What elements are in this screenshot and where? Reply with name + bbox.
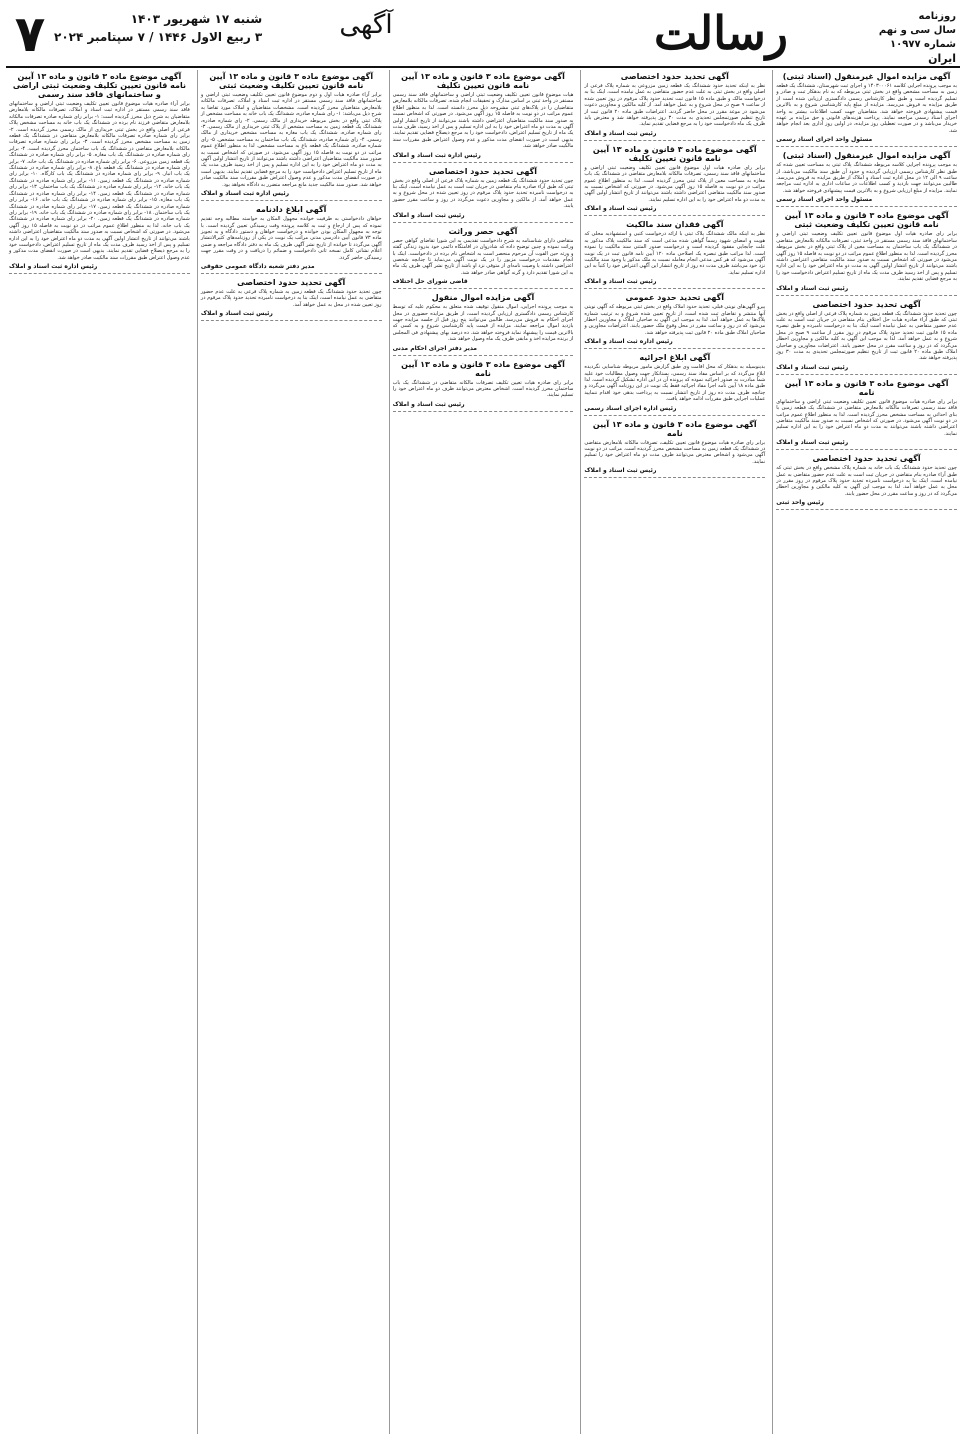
newspaper-logo: رسالت — [654, 6, 788, 60]
notice-body: چون تحدید حدود ششدانگ یک باب خانه به شماره پلاک مشخص واقع در بخش ثبتی که طبق آراء صادره بنام متقاضی در جریان ثبت است به علت عدم حضور متقاضی به عمل نیامده است، اینک بنا به درخواست نامبرده تحدید حدود پلاک مرقوم در روز مقرر در محل به عمل خواهد آمد. لذا به موجب این آگهی به کلیه مالکین و مجاورین اخطار می‌گردد که در روز و ساعت مقرر در محل حضور یابند. — [776, 465, 957, 497]
notice-body: پیرو آگهی‌های نوبتی قبلی، تحدید حدود املاک واقع در بخش ثبتی مربوطه که آگهی نوبتی آنها منتشر و تقاضای ثبت شده است، از تاریخ تعیین شده شروع و به ترتیب شماره پلاک‌ها به عمل خواهد آمد. لذا به موجب این آگهی به صاحبان املاک و مجاورین اخطار می‌شود که در روز و ساعت مقرر در محل وقوع ملک حضور یابند. اعتراضات مجاورین و صاحبان املاک طبق ماده ۲۰ قانون ثبت پذیرفته خواهد شد. — [584, 304, 766, 336]
notice-title: آگهی تحدید حدود عمومی — [625, 293, 725, 303]
legal-notice — [393, 360, 574, 412]
legal-notice — [776, 454, 957, 510]
issue-line-1: روزنامه — [918, 11, 956, 22]
legal-notice — [393, 293, 574, 355]
notice-signature: رئیس ثبت اسناد و املاک — [584, 467, 657, 475]
date-persian: شنبه ۱۷ شهریور ۱۴۰۳ — [130, 12, 263, 26]
legal-notice — [393, 72, 574, 163]
notice-body: به موجب پرونده اجرایی، اموال منقول توقیف شده متعلق به محکوم علیه که توسط کارشناس رسمی دادگستری ارزیابی گردیده است، از طریق مزایده حضوری در محل اجرای احکام به فروش می‌رسد. طالبین می‌توانند پنج روز قبل از جلسه مزایده جهت بازدید اموال مراجعه نمایند. مزایده از قیمت پایه کارشناسی شروع و به کسی که بالاترین قیمت را پیشنهاد نماید فروخته خواهد شد. ده درصد بهای پیشنهادی فی المجلس از برنده مزایده اخذ و مابقی ظرف یک ماه وصول خواهد شد. — [392, 304, 574, 343]
notice-title: آگهی تحدید حدود اختصاصی — [237, 277, 346, 287]
legal-notice — [584, 220, 765, 289]
notice-title: آگهی ابلاغ اجرائیه — [639, 353, 711, 363]
notice-body: نظر به اینکه تحدید حدود ششدانگ یک قطعه زمین مزروعی به شماره پلاک فرعی از اصلی واقع در بخش ثبتی به علت عدم حضور متقاضی به عمل نیامده است، اینک بنا به درخواست مالک و طبق ماده ۱۵ قانون ثبت تحدید حدود پلاک مرقوم در روز تعیین شده از ساعت ۹ صبح در محل شروع و به عمل خواهد آمد. از کلیه مالکین و مجاورین دعوت می‌شود در موعد مقرر در محل حاضر گردند. اعتراضات طبق ماده ۲۰ قانون ثبت از تاریخ تنظیم صورتمجلس تحدیدی به مدت ۳۰ روز پذیرفته خواهد شد و معترض باید ظرف یک ماه دادخواست خود را به مرجع قضایی تقدیم نماید. — [584, 83, 766, 128]
legal-notice — [9, 72, 190, 274]
notice-title: آگهی موضوع ماده ۳ قانون و ماده ۱۳ آیین نامه قانون تعیین تکلیف وضعیت ثبتی — [784, 211, 949, 230]
legal-notice — [776, 211, 957, 295]
legal-notice — [201, 205, 382, 274]
notice-body: خواهان دادخواستی به طرفیت خوانده مجهول المکان به خواسته مطالبه وجه تقدیم نموده که پس از ارجاع و ثبت به کلاسه پرونده وقت رسیدگی تعیین گردیده است. با توجه به مجهول المکان بودن خوانده و درخواست خواهان و دستور دادگاه و به تجویز ماده ۷۳ قانون آیین دادرسی مدنی مراتب یک نوبت در یکی از روزنامه‌های کثیرالانتشار آگهی می‌گردد تا خوانده از تاریخ نشر آگهی ظرف یک ماه به دفتر دادگاه مراجعه و ضمن اعلام نشانی کامل نسخه ثانی دادخواست و ضمائم را دریافت و در وقت مقرر جهت رسیدگی حاضر گردد. — [200, 216, 382, 261]
notice-signature: رئیس ثبت اسناد و املاک — [392, 211, 465, 219]
column-2 — [580, 70, 768, 1434]
legal-notice — [584, 293, 765, 349]
notice-body: چون تحدید حدود ششدانگ یک قطعه زمین به شماره پلاک فرعی از اصلی واقع در بخش ثبتی که طبق آراء صادره هیات حل اختلاف بنام متقاضی در جریان ثبت است به علت عدم حضور متقاضی به عمل نیامده است اینک بنا به درخواست نامبرده و طبق تبصره ماده ۱۵ قانون ثبت تحدید حدود پلاک مرقوم در روز مقرر از ساعت ۹ صبح در محل شروع و به عمل خواهد آمد. لذا به موجب این آگهی به کلیه مالکین و مجاورین اخطار می‌گردد که در روز و ساعت مقرر در محل حضور یابند. اعتراضات مجاورین و صاحبان املاک طبق ماده ۲۰ قانون ثبت از تاریخ تنظیم صورتمجلس تحدیدی به مدت ۳۰ روز پذیرفته خواهد شد. — [776, 310, 958, 362]
legal-notice — [201, 278, 382, 321]
notice-body: برابر رای صادره هیات موضوع قانون تعیین تکلیف، تصرفات مالکانه بلامعارض متقاضی در ششدانگ یک قطعه زمین به مساحت مشخص محرز گردیده است. مراتب در دو نوبت آگهی می‌شود و اشخاص معترض می‌توانند ظرف مدت دو ماه اعتراض خود را تسلیم نمایند. — [584, 439, 766, 465]
column-4 — [197, 70, 385, 1434]
notice-body: هیات موضوع قانون تعیین تکلیف وضعیت ثبتی اراضی و ساختمانهای فاقد سند رسمی مستقر در واحد ثبتی بر اساس مدارک و تحقیقات انجام شده، تصرفات مالکانه بلامعارض متقاضیان را در پلاک‌های ثبتی مشروحه ذیل محرز دانسته است. لذا به منظور اطلاع عموم مراتب در دو نوبت به فاصله ۱۵ روز آگهی می‌شود. در صورتی که اشخاص نسبت به صدور سند مالکیت متقاضیان اعتراضی داشته باشند می‌توانند از تاریخ انتشار اولین آگهی به مدت دو ماه اعتراض خود را به این اداره تسلیم و پس از اخذ رسید، ظرف مدت یک ماه از تاریخ تسلیم اعتراض، دادخواست خود را به مرجع ذیصلاح قضایی تقدیم نمایند. بدیهی است در صورت انقضای مدت مذکور و عدم وصول اعتراض طبق مقررات سند مالکیت صادر خواهد شد. — [392, 92, 574, 150]
notice-signature: مدیر دفتر شعبه دادگاه عمومی حقوقی — [200, 262, 315, 270]
legal-notice — [584, 72, 765, 141]
legal-notice — [776, 300, 957, 375]
notice-title: آگهی تحدید حدود اختصاصی — [812, 454, 921, 464]
notice-body: برابر رای صادره هیات موضوع قانون تعیین تکلیف وضعیت ثبتی اراضی و ساختمانهای فاقد سند رسمی تصرفات مالکانه بلامعارض متقاضی در ششدانگ یک قطعه زمین با بنای احداثی به مساحت مشخص محرز گردیده است. لذا به منظور اطلاع عموم مراتب در دو نوبت آگهی می‌شود. در صورتی که اشخاص نسبت به صدور سند مالکیت متقاضی اعتراضی داشته باشند می‌توانند به مدت دو ماه اعتراض خود را به این اداره تسلیم نمایند. — [776, 398, 957, 437]
notice-signature: رئیس واحد ثبتی — [776, 499, 824, 507]
notice-title: آگهی حصر وراثت — [448, 226, 518, 236]
notice-body: بدینوسیله به بدهکار که محل اقامت وی طبق گزارش مامور مربوطه شناسایی نگردیده ابلاغ می‌گردد که بر اساس مفاد سند رسمی، بستانکار جهت وصول مطالبات خود علیه شما مبادرت به صدور اجرائیه نموده که پرونده آن در این اداره تشکیل گردیده است. لذا طبق ماده ۱۸ آیین نامه اجرا مفاد اجرائیه فقط یک نوبت در این روزنامه آگهی می‌گردد و چنانچه ظرف مدت ده روز از تاریخ انتشار نسبت به پرداخت بدهی خود اقدام ننمایید عملیات اجرایی طبق مقررات ادامه خواهد یافت. — [584, 364, 766, 403]
legal-notice — [584, 145, 765, 216]
notice-title: آگهی فقدان سند مالکیت — [626, 220, 724, 230]
notice-signature: مسئول واحد اجرای اسناد رسمی — [776, 136, 873, 144]
legal-notice — [776, 151, 957, 207]
notice-body: برابر رای صادره هیات اول موضوع قانون تعیین تکلیف وضعیت ثبتی اراضی و ساختمانهای فاقد سند رسمی، تصرفات مالکانه بلامعارض متقاضی در ششدانگ یک باب مغازه به مساحت معین از پلاک ثبتی محرز گردیده است. لذا به منظور اطلاع عموم مراتب در دو نوبت به فاصله ۱۵ روز آگهی می‌شود. در صورتی که اشخاص نسبت به صدور سند مالکیت متقاضی اعتراضی داشته باشند می‌توانند از تاریخ انتشار اولین آگهی به مدت دو ماه اعتراض خود را به این اداره تسلیم نمایند. — [584, 164, 766, 203]
notice-signature: رئیس اداره ثبت اسناد و املاک — [9, 263, 98, 271]
site-mark: ایران — [928, 52, 956, 65]
masthead — [6, 4, 960, 68]
notice-body: چون تحدید حدود ششدانگ یک قطعه زمین به شماره پلاک فرعی به علت عدم حضور متقاضی به عمل نیامده است، اینک بنا به درخواست نامبرده تحدید حدود پلاک مرقوم در روز تعیین شده در محل به عمل خواهد آمد. — [200, 288, 382, 308]
notice-title: آگهی موضوع ماده ۳ قانون و ماده ۱۳ آیین نامه قانون تعیین تکلیف — [592, 144, 757, 163]
notice-title: آگهی مزایده اموال غیرمنقول (اسناد ثبتی) — [782, 151, 951, 161]
notice-signature: مدیر دفتر اجرای احکام مدنی — [392, 344, 478, 352]
notice-title: آگهی موضوع ماده ۳ قانون و ماده ۱۳ آیین نامه قانون تعیین تکلیف — [401, 72, 565, 90]
notice-title: آگهی تحدید حدود اختصاصی — [812, 299, 921, 309]
notice-body: چون تحدید حدود ششدانگ یک قطعه زمین به شماره پلاک فرعی از اصلی واقع در بخش ثبتی که طبق آراء صادره بنام متقاضی در جریان ثبت است به عمل نیامده است، اینک بنا به درخواست نامبرده تحدید حدود پلاک مرقوم در روز تعیین شده در محل شروع و به عمل خواهد آمد. از مالکین و مجاورین دعوت می‌گردد در روز و ساعت مقرر حضور یابند. — [392, 177, 574, 210]
date-secondary: ۳ ربیع الاول ۱۴۴۶ / ۷ سپتامبر ۲۰۲۴ — [54, 30, 263, 44]
notice-body: برابر آراء صادره هیات اول و دوم موضوع قانون تعیین تکلیف وضعیت ثبتی اراضی و ساختمانهای فاقد سند رسمی مستقر در اداره ثبت اسناد و املاک، تصرفات مالکانه بلامعارض متقاضیان محرز گردیده است. مشخصات متقاضیان و املاک مورد تقاضا به شرح ذیل می‌باشد: ۱- رای شماره صادره، ششدانگ یک باب خانه به مساحت مشخص از پلاک ثبتی واقع در بخش مربوطه خریداری از مالک رسمی. ۲- رای شماره صادره، ششدانگ یک قطعه زمین به مساحت مشخص از پلاک ثبتی خریداری از مالک رسمی. ۳- رای شماره صادره، ششدانگ یک باب مغازه به مساحت مشخص خریداری از مالک رسمی. ۴- رای شماره صادره، ششدانگ یک باب ساختمان به مساحت مشخص. ۵- رای شماره صادره، ششدانگ یک قطعه باغ به مساحت مشخص. لذا به منظور اطلاع عموم مراتب در دو نوبت به فاصله ۱۵ روز آگهی می‌شود. در صورتی که اشخاص نسبت به صدور سند مالکیت متقاضیان اعتراضی داشته باشند می‌توانند از تاریخ انتشار اولین آگهی به مدت دو ماه اعتراض خود را به این اداره تسلیم و پس از اخذ رسید ظرف مدت یک ماه از تاریخ تسلیم اعتراض دادخواست خود را به مرجع قضایی تقدیم نمایند. بدیهی است در صورت انقضای مدت مذکور و عدم وصول اعتراض طبق مقررات سند مالکیت صادر خواهد شد. صدور سند مالکیت جدید مانع مراجعه متضرر به دادگاه نخواهد بود. — [200, 92, 382, 188]
notice-title: آگهی موضوع ماده ۳ قانون و ماده ۱۳ آیین نامه — [784, 378, 949, 397]
notice-body: به موجب پرونده اجرایی کلاسه مربوطه ششدانگ پلاک ثبتی به مساحت تعیین شده که طبق نظر کارشناس رسمی ارزیابی گردیده و حدود آن طبق سند مالکیت می‌باشد، از ساعت ۹ الی ۱۲ در محل اداره ثبت اسناد و املاک از طریق مزایده به فروش می‌رسد. طالبین می‌توانند جهت بازدید و کسب اطلاعات در ساعات اداری به اداره ثبت مراجعه نمایند. مزایده از مبلغ ارزیابی شروع و به بالاترین قیمت پیشنهادی فروخته خواهد شد. — [776, 162, 957, 194]
section-title: آگهی — [339, 10, 393, 40]
notice-signature: قاضی شورای حل اختلاف — [392, 278, 468, 286]
notice-signature: رئیس اداره ثبت اسناد و املاک — [584, 338, 673, 346]
issue-info — [879, 10, 956, 66]
column-3 — [389, 70, 577, 1434]
column-1 — [772, 70, 960, 1434]
notice-signature: رئیس اداره ثبت اسناد و املاک — [200, 190, 290, 198]
date-block — [54, 12, 262, 48]
notice-title: آگهی موضوع ماده ۳ قانون و ماده ۱۳ آیین نامه قانون تعیین تکلیف وضعیت ثبتی اراضی و ساختمانهای فاقد سند رسمی — [12, 72, 186, 99]
notice-title: آگهی ابلاغ دادنامه — [256, 205, 327, 215]
legal-notice — [584, 353, 765, 415]
issue-line-3: شماره ۱۰۹۷۷ — [890, 39, 956, 50]
notice-signature: رئیس اداره اجرای اسناد رسمی — [584, 404, 677, 412]
notice-signature: رئیس اداره ثبت اسناد و املاک — [392, 151, 481, 159]
legal-notice — [201, 72, 382, 201]
notice-title: آگهی مزایده اموال غیرمنقول (اسناد ثبتی) — [782, 72, 951, 81]
notice-body: برابر آراء صادره هیات موضوع قانون تعیین تکلیف وضعیت ثبتی اراضی و ساختمانهای فاقد سند رسمی مستقر در اداره ثبت اسناد و املاک، تصرفات مالکانه بلامعارض متقاضیان به شرح ذیل محرز گردیده است: ۱- برابر رای شماره صادره تصرفات مالکانه بلامعارض متقاضی فرزند نام برده در ششدانگ یک باب خانه به مساحت مشخص پلاک فرعی از اصلی واقع در بخش ثبتی خریداری از مالک رسمی محرز گردیده است. ۲- برابر رای شماره صادره تصرفات مالکانه بلامعارض متقاضی در ششدانگ یک قطعه زمین به مساحت مشخص محرز گردیده است. ۳- برابر رای شماره صادره تصرفات مالکانه بلامعارض متقاضی در ششدانگ یک باب ساختمان محرز گردیده است. ۴- برابر رای شماره صادره در ششدانگ یک باب مغازه. ۵- برابر رای شماره صادره در ششدانگ یک قطعه زمین مزروعی. ۶- برابر رای شماره صادره در ششدانگ یک باب خانه. ۷- برابر رای شماره صادره در ششدانگ یک قطعه باغ. ۸- برابر رای شماره صادره در ششدانگ یک باب انبار. ۹- برابر رای شماره صادره در ششدانگ یک باب کارگاه. ۱۰- برابر رای شماره صادره در ششدانگ یک قطعه زمین. ۱۱- برابر رای شماره صادره در ششدانگ یک باب خانه. ۱۲- برابر رای شماره صادره در ششدانگ یک باب ساختمان. ۱۳- برابر رای شماره صادره در ششدانگ یک قطعه زمین. ۱۴- برابر رای شماره صادره در ششدانگ یک باب مغازه. ۱۵- برابر رای شماره صادره در ششدانگ یک باب خانه. ۱۶- برابر رای شماره صادره در ششدانگ یک قطعه زمین. ۱۷- برابر رای شماره صادره در ششدانگ یک باب ساختمان. ۱۸- برابر رای شماره صادره در ششدانگ یک باب خانه. ۱۹- برابر رای شماره صادره در ششدانگ یک قطعه زمین. ۲۰- برابر رای شماره صادره در ششدانگ یک باب خانه. لذا به منظور اطلاع عموم مراتب در دو نوبت به فاصله ۱۵ روز آگهی می‌شود. در صورتی که اشخاص نسبت به صدور سند مالکیت متقاضیان اعتراضی داشته باشند می‌توانند از تاریخ انتشار اولین آگهی به مدت دو ماه اعتراض خود را به این اداره تسلیم و پس از اخذ رسید ظرف مدت یک ماه از تاریخ تسلیم اعتراض، دادخواست خود را به مرجع ذیصلاح قضایی تقدیم نمایند. بدیهی است در صورت انقضای مدت مذکور و عدم وصول اعتراض طبق مقررات سند مالکیت صادر خواهد شد. — [9, 101, 190, 261]
ad-columns — [6, 70, 960, 1434]
notice-body: متقاضی دارای شناسنامه به شرح دادخواست تقدیمی به این شورا تقاضای گواهی حصر وراثت نموده و چنین توضیح داده که شادروان در اقامتگاه دائمی خود بدرود زندگی گفته و ورثه حین الفوت آن مرحوم منحصر است به اشخاص نام برده در دادخواست. اینک با انجام مقدمات درخواست مزبور را در یک نوبت آگهی می‌نماید تا چنانچه شخصی اعتراضی داشته یا وصیت نامه‌ای از متوفی نزد او باشد از تاریخ نشر آگهی ظرف یک ماه به این شورا تقدیم دارد و گرنه گواهی صادر خواهد شد. — [392, 237, 574, 276]
notice-signature: رئیس ثبت اسناد و املاک — [392, 400, 465, 408]
notice-title: آگهی موضوع ماده ۳ قانون و ماده ۱۳ آیین نامه — [592, 419, 757, 438]
column-5 — [6, 70, 193, 1434]
notice-body: نظر به اینکه مالک ششدانگ پلاک ثبتی با ارائه درخواست کتبی و استشهادیه محلی که هویت و امضای شهود رسماً گواهی شده مدعی است که سند مالکیت پلاک مذکور به علت جابجایی مفقود گردیده است و درخواست صدور المثنی سند مالکیت را نموده است. لذا مراتب طبق تبصره یک اصلاحی ماده ۱۲۰ آیین نامه قانون ثبت در یک نوبت آگهی می‌شود که هر کس مدعی انجام معامله نسبت به ملک مذکور یا وجود سند مالکیت نزد خود می‌باشد ظرف مدت ده روز از تاریخ انتشار این آگهی اعتراض خود را کتباً به این اداره تسلیم نماید. — [584, 231, 766, 276]
notice-signature: رئیس ثبت اسناد و املاک — [776, 284, 849, 292]
notice-body: برابر رای صادره هیات تعیین تکلیف تصرفات مالکانه متقاضی در ششدانگ یک باب ساختمان محرز گردیده است. اشخاص معترض می‌توانند ظرف دو ماه اعتراض خود را تسلیم نمایند. — [392, 379, 574, 399]
notice-signature: رئیس ثبت اسناد و املاک — [776, 363, 849, 371]
notice-signature: رئیس ثبت اسناد و املاک — [584, 278, 657, 286]
notice-body: برابر رای صادره هیات اول موضوع قانون تعیین تکلیف وضعیت ثبتی اراضی و ساختمانهای فاقد سند رسمی مستقر در واحد ثبتی، تصرفات مالکانه بلامعارض متقاضی در ششدانگ یک باب ساختمان به مساحت معین از پلاک ثبتی واقع در بخش مربوطه محرز گردیده است. لذا به منظور اطلاع عموم مراتب در دو نوبت به فاصله ۱۵ روز آگهی می‌شود در صورتی که اشخاص نسبت به صدور سند مالکیت متقاضی اعتراضی داشته باشند می‌توانند از تاریخ انتشار اولین آگهی به مدت دو ماه اعتراض خود را به این اداره تسلیم و پس از اخذ رسید ظرف مدت یک ماه از تاریخ تسلیم اعتراض دادخواست خود را به مرجع قضایی تقدیم نمایند. — [776, 231, 957, 283]
notice-signature: رئیس ثبت اسناد و املاک — [200, 310, 273, 318]
legal-notice — [776, 72, 957, 147]
notice-signature: مسئول واحد اجرای اسناد رسمی — [776, 196, 873, 204]
legal-notice — [584, 420, 765, 479]
notice-title: آگهی تحدید حدود اختصاصی — [620, 72, 729, 81]
legal-notice — [776, 379, 957, 450]
notice-body: به موجب پرونده اجرایی کلاسه ۱۴۰۳۰۰۰۶۱ و اجرای ثبت شهرستان، ششدانگ یک قطعه زمین به مساحت مشخص واقع در بخش ثبتی مربوطه که به نام بدهکار ثبت و صادر و تسلیم گردیده است و طبق نظر کارشناس رسمی دادگستری ارزیابی شده است از طریق مزایده به فروش می‌رسد. مزایده از مبلغ پایه کارشناسی شروع و به بالاترین قیمت پیشنهادی فروخته خواهد شد. متقاضیان جهت کسب اطلاعات بیشتر به واحد اجرای اسناد رسمی مراجعه نمایند. پرداخت هزینه‌های قانونی و حق مزایده بر عهده خریدار می‌باشد و در صورت تعطیلی روز مزایده، در اولین روز اداری بعد انجام خواهد شد. — [776, 83, 957, 134]
issue-line-2: سال سی و نهم — [878, 25, 956, 36]
notice-title: آگهی موضوع ماده ۳ قانون و ماده ۱۳ آیین نامه قانون تعیین تکلیف وضعیت ثبتی — [209, 72, 374, 90]
notice-title: آگهی مزایده اموال منقول — [431, 293, 535, 303]
notice-signature: رئیس ثبت اسناد و املاک — [584, 205, 657, 213]
legal-notice — [393, 227, 574, 289]
legal-notice — [393, 167, 574, 223]
page-number: ۷ — [14, 5, 46, 63]
notice-title: آگهی تحدید حدود اختصاصی — [428, 166, 538, 176]
notice-signature: رئیس ثبت اسناد و املاک — [584, 129, 657, 137]
notice-signature: رئیس ثبت اسناد و املاک — [776, 439, 849, 447]
notice-title: آگهی موضوع ماده ۳ قانون و ماده ۱۳ آیین نامه — [401, 359, 565, 378]
